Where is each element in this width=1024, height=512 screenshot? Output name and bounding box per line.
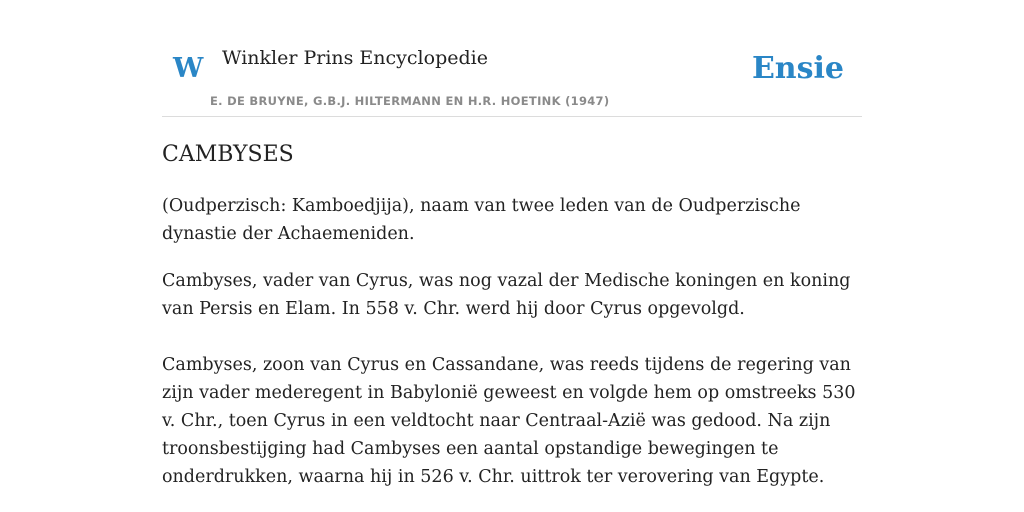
source-authors: E. DE BRUYNE, G.B.J. HILTERMANN EN H.R. HOETINK (1947) <box>210 94 610 108</box>
page <box>162 0 862 512</box>
source-logo[interactable]: W <box>173 53 204 84</box>
brand-logo[interactable]: Ensie <box>751 51 844 86</box>
article-paragraph: Cambyses, zoon van Cyrus en Cassandane, was reeds tijdens de regering van zijn vader mederegent in Babylonië geweest en volgde hem op omstreeks 530 v. Chr., toen Cyrus in een veldtocht naar Centraal-Azië was gedood. Na zijn troonsbestijging had Cambyses een aantal opstandige bewegingen te onderdrukken, waarna hij in 526 v. Chr. uittrok ter verovering van Egypte. <box>162 355 856 487</box>
article-title: CAMBYSES <box>162 142 294 167</box>
header <box>162 0 862 117</box>
source-title[interactable]: Winkler Prins Encyclopedie <box>222 47 488 69</box>
article-paragraph: (Oudperzisch: Kamboedjija), naam van twee leden van de Oudperzische dynastie der Achaemeniden. <box>162 196 801 244</box>
article-paragraph: Cambyses, vader van Cyrus, was nog vazal der Medische koningen en koning van Persis en Elam. In 558 v. Chr. werd hij door Cyrus opgevolgd. <box>162 271 851 319</box>
